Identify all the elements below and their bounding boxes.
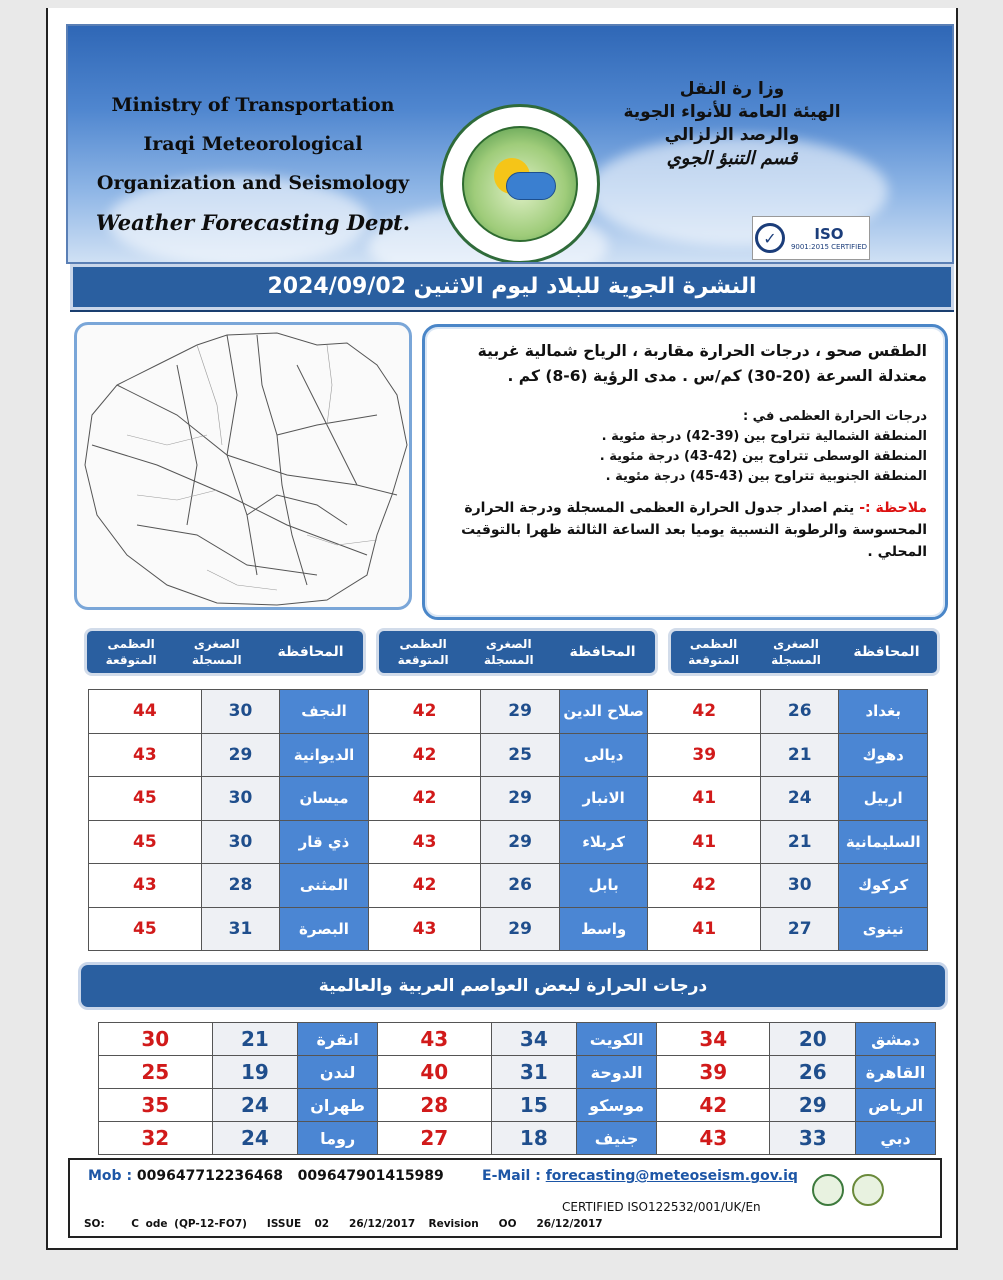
max-temp: 43 bbox=[89, 864, 202, 908]
organization-line-1-ar: الهيئة العامة للأنواء الجوية bbox=[623, 102, 841, 122]
email-label: E-Mail : bbox=[482, 1168, 541, 1184]
min-temp: 26 bbox=[481, 864, 559, 908]
max-temp: 32 bbox=[99, 1122, 213, 1155]
max-temp: 42 bbox=[648, 864, 761, 908]
document-code: SO: C ode (QP-12-FO7) ISSUE 02 26/12/2017 Revision OO 26/12/2017 bbox=[84, 1218, 603, 1230]
cloud-icon bbox=[506, 172, 556, 200]
province-name: كربلاء bbox=[559, 820, 648, 864]
min-temp: 29 bbox=[481, 820, 559, 864]
emblem-icon bbox=[852, 1174, 884, 1206]
provinces-table bbox=[88, 689, 928, 951]
max-temp: 43 bbox=[657, 1122, 770, 1155]
max-temp: 43 bbox=[378, 1023, 491, 1056]
iso-badge bbox=[752, 216, 870, 260]
column-header-group-1 bbox=[668, 628, 940, 676]
max-temp: 25 bbox=[99, 1056, 213, 1089]
note-label: ملاحظة :- bbox=[859, 500, 927, 516]
capital-name: الكويت bbox=[577, 1023, 657, 1056]
weather-logo-icon bbox=[462, 126, 578, 242]
min-temp: 29 bbox=[481, 907, 559, 951]
min-temp: 27 bbox=[761, 907, 839, 951]
max-temp: 35 bbox=[99, 1089, 213, 1122]
max-temp: 42 bbox=[368, 690, 481, 734]
capital-name: الرياض bbox=[856, 1089, 936, 1122]
province-name: دهوك bbox=[839, 733, 928, 777]
header-province: المحافظة bbox=[277, 644, 344, 660]
min-temp: 21 bbox=[761, 820, 839, 864]
ministry-name-ar: وزا رة النقل bbox=[679, 79, 785, 99]
max-temp: 45 bbox=[89, 907, 202, 951]
forecast-summary: الطقس صحو ، درجات الحرارة مقاربة ، الرياح شمالية غربية معتدلة السرعة (20-30) كم/س . مدى الرؤية (6-8) كم . bbox=[477, 342, 927, 385]
organization-line-2-ar: والرصد الزلزالي bbox=[664, 125, 800, 145]
max-temp: 28 bbox=[378, 1089, 491, 1122]
province-name: ذي قار bbox=[280, 820, 369, 864]
certification: CERTIFIED ISO122532/001/UK/En bbox=[562, 1200, 761, 1214]
capital-name: الدوحة bbox=[577, 1056, 657, 1089]
province-name: صلاح الدين bbox=[559, 690, 648, 734]
min-temp: 31 bbox=[201, 907, 279, 951]
min-temp: 26 bbox=[761, 690, 839, 734]
email-contact bbox=[482, 1168, 798, 1184]
bulletin-title: النشرة الجوية للبلاد ليوم الاثنين 2024/09/02 bbox=[70, 264, 954, 310]
header-min: الصغرى المسجلة bbox=[483, 637, 534, 667]
organization-line-2: Organization and Seismology bbox=[96, 172, 410, 194]
max-temp: 44 bbox=[89, 690, 202, 734]
capital-name: لندن bbox=[298, 1056, 378, 1089]
capital-name: جنيف bbox=[577, 1122, 657, 1155]
capital-name: دمشق bbox=[856, 1023, 936, 1056]
min-temp: 21 bbox=[212, 1023, 298, 1056]
min-temp: 18 bbox=[491, 1122, 577, 1155]
capital-name: روما bbox=[298, 1122, 378, 1155]
capital-name: انقرة bbox=[298, 1023, 378, 1056]
min-temp: 33 bbox=[770, 1122, 856, 1155]
min-temp: 30 bbox=[201, 777, 279, 821]
province-name: نينوى bbox=[839, 907, 928, 951]
max-temp: 34 bbox=[657, 1023, 770, 1056]
min-temp: 28 bbox=[201, 864, 279, 908]
forecast-panel bbox=[422, 324, 948, 620]
header-min: الصغرى المسجلة bbox=[771, 637, 821, 667]
min-temp: 25 bbox=[481, 733, 559, 777]
table-row bbox=[89, 690, 928, 734]
max-temp: 45 bbox=[89, 777, 202, 821]
bulletin-page bbox=[46, 8, 958, 1250]
header-max: العظمى المتوقعة bbox=[397, 637, 449, 667]
min-temp: 26 bbox=[770, 1056, 856, 1089]
max-heading: درجات الحرارة العظمى في : bbox=[742, 409, 927, 424]
max-temp: 42 bbox=[648, 690, 761, 734]
max-temp: 41 bbox=[648, 777, 761, 821]
max-temp: 41 bbox=[648, 907, 761, 951]
table-row bbox=[89, 733, 928, 777]
max-temp: 43 bbox=[368, 907, 481, 951]
table-row bbox=[89, 864, 928, 908]
note-text: يتم اصدار جدول الحرارة العظمى المسجلة ودرجة الحرارة المحسوسة والرطوبة النسبية يوميا بعد الساعة الثالثة ظهرا بالتوقيت المحلي . bbox=[461, 500, 927, 560]
table-row bbox=[89, 907, 928, 951]
table-row bbox=[89, 820, 928, 864]
iso-label: ISO bbox=[814, 225, 844, 243]
map-outline-icon bbox=[77, 325, 409, 607]
header-min: الصغرى المسجلة bbox=[191, 637, 242, 667]
province-name: النجف bbox=[280, 690, 369, 734]
capital-name: دبي bbox=[856, 1122, 936, 1155]
organization-logo bbox=[440, 104, 600, 264]
max-temp: 39 bbox=[648, 733, 761, 777]
checkmark-icon: ✓ bbox=[755, 223, 785, 253]
province-name: بابل bbox=[559, 864, 648, 908]
mob-label: Mob : bbox=[88, 1168, 133, 1184]
province-name: كركوك bbox=[839, 864, 928, 908]
max-temp: 43 bbox=[89, 733, 202, 777]
capital-name: القاهرة bbox=[856, 1056, 936, 1089]
min-temp: 31 bbox=[491, 1056, 577, 1089]
max-temp: 42 bbox=[368, 733, 481, 777]
note bbox=[443, 497, 927, 563]
min-temp: 29 bbox=[481, 777, 559, 821]
min-temp: 15 bbox=[491, 1089, 577, 1122]
province-name: واسط bbox=[559, 907, 648, 951]
min-temp: 34 bbox=[491, 1023, 577, 1056]
min-temp: 30 bbox=[761, 864, 839, 908]
min-temp: 21 bbox=[761, 733, 839, 777]
max-temp: 42 bbox=[368, 777, 481, 821]
iso-sub: 9001:2015 CERTIFIED bbox=[790, 243, 868, 251]
max-temp: 42 bbox=[368, 864, 481, 908]
mobile-contact bbox=[88, 1168, 444, 1184]
max-temp: 30 bbox=[99, 1023, 213, 1056]
max-temp: 45 bbox=[89, 820, 202, 864]
province-name: المثنى bbox=[280, 864, 369, 908]
capitals-table bbox=[98, 1022, 936, 1155]
english-header bbox=[88, 86, 418, 242]
min-temp: 24 bbox=[761, 777, 839, 821]
province-name: ميسان bbox=[280, 777, 369, 821]
min-temp: 24 bbox=[212, 1122, 298, 1155]
max-temp: 42 bbox=[657, 1089, 770, 1122]
province-name: الانبار bbox=[559, 777, 648, 821]
min-temp: 29 bbox=[770, 1089, 856, 1122]
max-temp: 41 bbox=[648, 820, 761, 864]
province-name: بغداد bbox=[839, 690, 928, 734]
header-province: المحافظة bbox=[569, 644, 636, 660]
south-region: المنطقة الجنوبية تتراوح بين (43-45) درجة مئوية . bbox=[605, 469, 927, 484]
table-row bbox=[89, 777, 928, 821]
table-row bbox=[99, 1023, 936, 1056]
capital-name: موسكو bbox=[577, 1089, 657, 1122]
header bbox=[66, 24, 954, 264]
column-header-group-2 bbox=[376, 628, 658, 676]
max-temp: 40 bbox=[378, 1056, 491, 1089]
min-temp: 24 bbox=[212, 1089, 298, 1122]
min-temp: 20 bbox=[770, 1023, 856, 1056]
seal-icon bbox=[812, 1174, 844, 1206]
header-max: العظمى المتوقعة bbox=[105, 637, 157, 667]
iraq-map bbox=[74, 322, 412, 610]
footer bbox=[68, 1158, 942, 1238]
header-province: المحافظة bbox=[853, 644, 920, 660]
north-region: المنطقة الشمالية تتراوح بين (39-42) درجة مئوية . bbox=[601, 429, 927, 444]
province-name: البصرة bbox=[280, 907, 369, 951]
min-temp: 30 bbox=[201, 820, 279, 864]
min-temp: 19 bbox=[212, 1056, 298, 1089]
table-row bbox=[99, 1089, 936, 1122]
province-name: اربيل bbox=[839, 777, 928, 821]
arabic-header bbox=[602, 78, 862, 170]
max-temp: 39 bbox=[657, 1056, 770, 1089]
email-link[interactable]: forecasting@meteoseism.gov.iq bbox=[545, 1168, 798, 1184]
min-temp: 29 bbox=[481, 690, 559, 734]
province-name: الديوانية bbox=[280, 733, 369, 777]
central-region: المنطقة الوسطى تتراوح بين (42-43) درجة مئوية . bbox=[599, 449, 927, 464]
ministry-name: Ministry of Transportation bbox=[111, 94, 395, 116]
min-temp: 30 bbox=[201, 690, 279, 734]
table-row bbox=[99, 1056, 936, 1089]
mob-numbers: 009647712236468 009647901415989 bbox=[136, 1168, 444, 1184]
min-temp: 29 bbox=[201, 733, 279, 777]
capitals-title: درجات الحرارة لبعض العواصم العربية والعالمية bbox=[78, 962, 948, 1010]
department-name: Weather Forecasting Dept. bbox=[95, 210, 411, 235]
province-name: ديالى bbox=[559, 733, 648, 777]
max-temp: 43 bbox=[368, 820, 481, 864]
max-temp: 27 bbox=[378, 1122, 491, 1155]
capital-name: طهران bbox=[298, 1089, 378, 1122]
organization-line-1: Iraqi Meteorological bbox=[143, 133, 363, 155]
table-row bbox=[99, 1122, 936, 1155]
column-header-group-3 bbox=[84, 628, 366, 676]
header-max: العظمى المتوقعة bbox=[688, 637, 740, 667]
department-name-ar: قسم التنبؤ الجوي bbox=[666, 148, 798, 169]
province-name: السليمانية bbox=[839, 820, 928, 864]
